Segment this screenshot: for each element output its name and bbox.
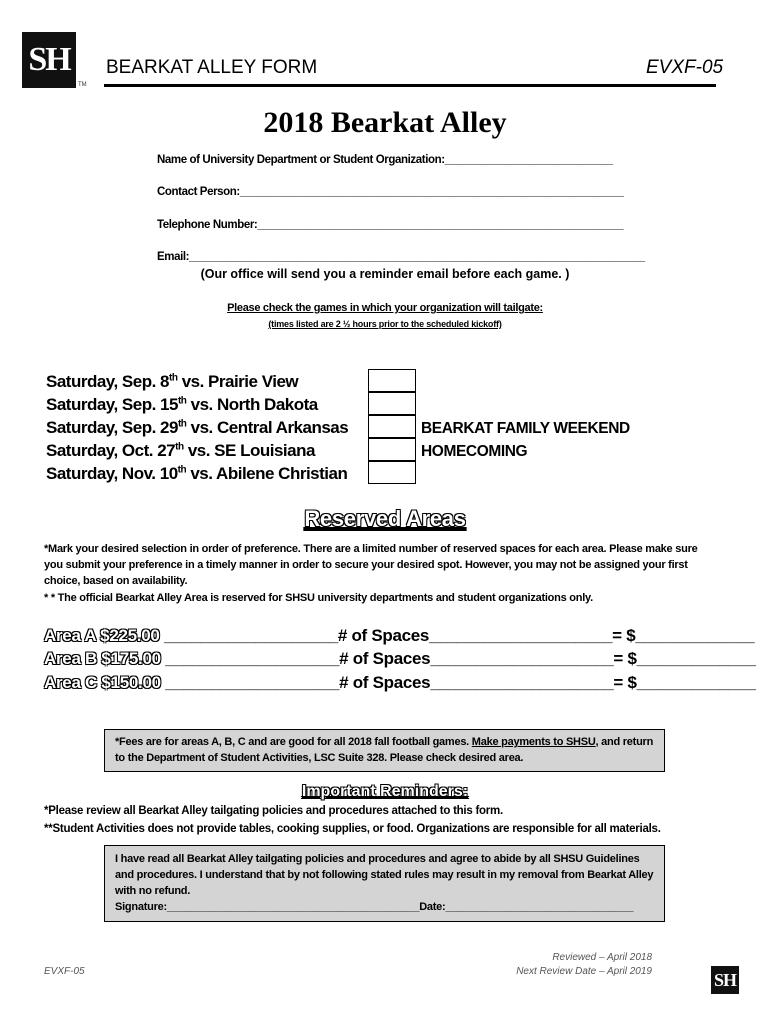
game-checkbox-4[interactable] xyxy=(368,438,416,461)
logo-trademark: TM xyxy=(78,82,87,88)
kickoff-time-note: (times listed are 2 ½ hours prior to the scheduled kickoff) xyxy=(268,319,502,329)
game-row: Saturday, Oct. 27th vs. SE Louisiana xyxy=(46,441,315,460)
header-rule xyxy=(104,84,716,87)
area-a-label: Area A $225.00 xyxy=(44,626,160,645)
official-area-note: * * The official Bearkat Alley Area is reserved for SHSU university departments and student organizations only. xyxy=(44,592,593,604)
game-checkbox-5[interactable] xyxy=(368,461,416,484)
area-b-row[interactable]: Area B $175.00 ___________________# of Spaces____________________= $_____________ xyxy=(44,649,756,668)
form-header-title: BEARKAT ALLEY FORM xyxy=(106,57,318,78)
form-header-code: EVXF-05 xyxy=(646,57,724,78)
game-row: Saturday, Sep. 15th vs. North Dakota xyxy=(46,395,318,414)
reminder-item: **Student Activities does not provide tables, cooking supplies, or food. Organizations are responsible for all materials. xyxy=(44,823,661,835)
area-c-label: Area C $150.00 xyxy=(44,673,161,692)
area-b-label: Area B $175.00 xyxy=(44,649,161,668)
check-games-instruction: Please check the games in which your organization will tailgate: xyxy=(227,302,543,314)
fees-text: *Fees are for areas A, B, C and are good for all 2018 fall football games. Make payments to SHSU, and return to the Department of Student Activities, LSC Suite 328. Please check desired area. xyxy=(115,736,654,764)
page-title: 2018 Bearkat Alley xyxy=(263,106,507,139)
logo-text: SH xyxy=(28,41,70,78)
game-checkbox-2[interactable] xyxy=(368,392,416,415)
shsu-logo xyxy=(22,32,76,88)
reviewed-date: Reviewed – April 2018 xyxy=(552,952,652,963)
reserved-areas-instructions: *Mark your desired selection in order of preference. There are a limited number of reserved spaces for each area. Please make sure you submit your preference in a timely manner in order to secure your desired spot. However, you may not be assigned your first choice, based on availability. xyxy=(44,543,698,587)
reserved-areas-heading: Reserved Areas xyxy=(304,506,466,531)
important-reminders-heading: Important Reminders: xyxy=(301,783,469,800)
reminder-item: *Please review all Bearkat Alley tailgating policies and procedures attached to this form. xyxy=(44,805,503,817)
telephone-field[interactable]: Telephone Number:_____________________________________________________________ xyxy=(157,219,624,231)
game-row: Saturday, Sep. 29th vs. Central Arkansas xyxy=(46,418,349,437)
area-a-row[interactable]: Area A $225.00 ___________________# of Spaces____________________= $_____________ xyxy=(44,626,755,645)
payment-instruction: Make payments to SHSU xyxy=(471,736,596,748)
game-checkbox-3[interactable] xyxy=(368,415,416,438)
reminder-email-note: (Our office will send you a reminder email before each game. ) xyxy=(200,267,570,281)
agreement-box xyxy=(104,845,665,922)
homecoming-label: HOMECOMING xyxy=(421,443,528,460)
family-weekend-label: BEARKAT FAMILY WEEKEND xyxy=(421,420,630,437)
game-row: Saturday, Sep. 8th vs. Prairie View xyxy=(46,372,299,391)
agreement-text: I have read all Bearkat Alley tailgating policies and procedures and agree to abide by all SHSU Guidelines and procedures. I understand that by not following stated rules may result in my removal from Bearkat Alley with no refund. xyxy=(115,853,654,897)
footer-code: EVXF-05 xyxy=(44,966,85,977)
shsu-logo-small xyxy=(711,966,739,994)
department-field[interactable]: Name of University Department or Student Organization:____________________________ xyxy=(157,154,613,166)
fees-box xyxy=(104,729,665,772)
signature-date-line[interactable]: Signature:___________________________________________Date:________________________________ xyxy=(115,901,634,913)
game-checkbox-1[interactable] xyxy=(368,369,416,392)
contact-person-field[interactable]: Contact Person:________________________________________________________________ xyxy=(157,186,624,198)
game-row: Saturday, Nov. 10th vs. Abilene Christian xyxy=(46,464,348,483)
email-field[interactable]: Email:____________________________________________________________________________ xyxy=(157,251,645,263)
area-c-row[interactable]: Area C $150.00 ___________________# of Spaces____________________= $_____________ xyxy=(44,673,756,692)
footer-logo-text: SH xyxy=(713,969,736,990)
next-review-date: Next Review Date – April 2019 xyxy=(516,966,652,977)
